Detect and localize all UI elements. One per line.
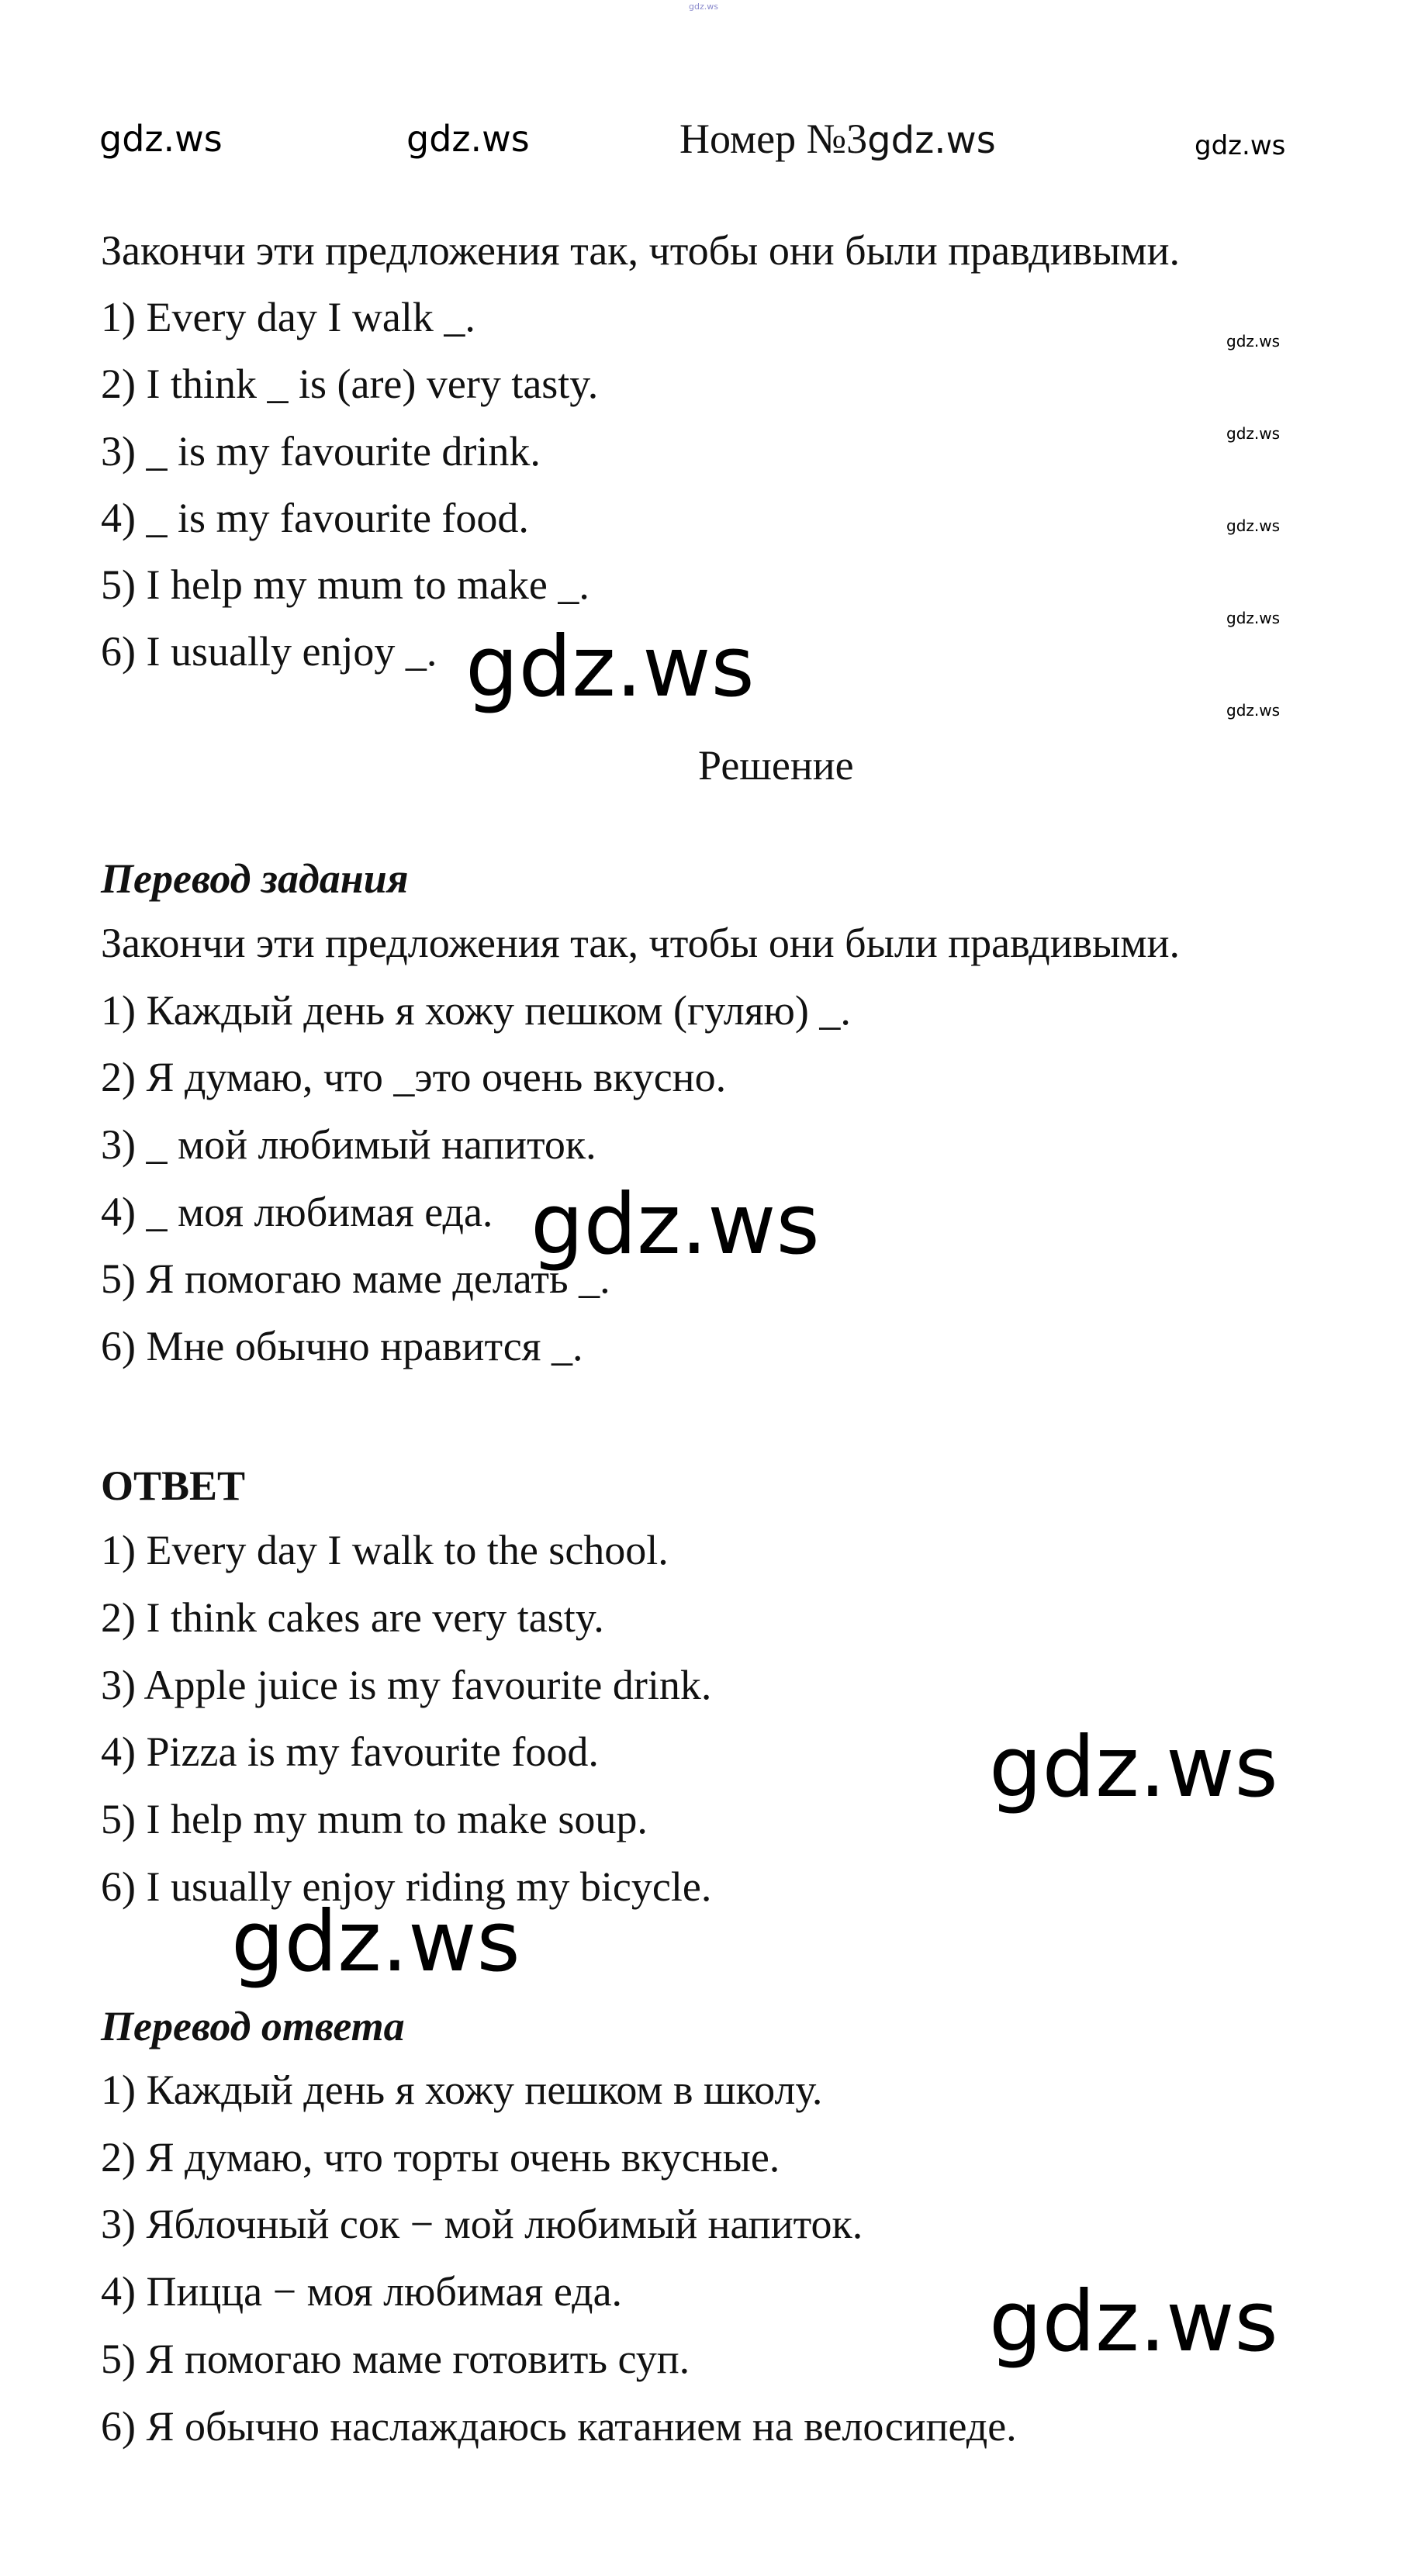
title-watermark: gdz.ws xyxy=(867,119,996,162)
task-item: 1) Every day I walk _. xyxy=(101,294,475,340)
side-watermark: gdz.ws xyxy=(1226,701,1281,720)
translation-item: 5) Я помогаю маме делать _. xyxy=(101,1255,610,1302)
answer-translation-item: 4) Пицца − моя любимая еда. xyxy=(101,2268,623,2315)
task-item: 2) I think _ is (are) very tasty. xyxy=(101,361,599,407)
answer-translation-item: 5) Я помогаю маме готовить суп. xyxy=(101,2336,690,2382)
translation-heading: Перевод задания xyxy=(101,855,409,902)
side-watermark: gdz.ws xyxy=(1226,516,1281,535)
answer-item: 2) I think cakes are very tasty. xyxy=(101,1594,604,1641)
translation-item: 1) Каждый день я хожу пешком (гуляю) _. xyxy=(101,987,851,1034)
translation-instruction: Закончи эти предложения так, чтобы они были правдивыми. xyxy=(101,920,1180,966)
answer-item: 6) I usually enjoy riding my bicycle. xyxy=(101,1863,712,1910)
side-watermark: gdz.ws xyxy=(1226,609,1281,627)
big-watermark: gdz.ws xyxy=(989,2274,1278,2371)
translation-item: 4) _ моя любимая еда. xyxy=(101,1189,493,1235)
answer-heading: ОТВЕТ xyxy=(101,1462,246,1509)
answer-translation-item: 6) Я обычно наслаждаюсь катанием на велосипеде. xyxy=(101,2403,1017,2450)
task-item: 6) I usually enjoy _. xyxy=(101,628,437,675)
translation-item: 2) Я думаю, что _это очень вкусно. xyxy=(101,1054,727,1100)
big-watermark: gdz.ws xyxy=(531,1176,820,1273)
answer-translation-heading: Перевод ответа xyxy=(101,2003,405,2049)
big-watermark: gdz.ws xyxy=(231,1894,520,1991)
side-watermark: gdz.ws xyxy=(1226,424,1281,443)
task-item: 3) _ is my favourite drink. xyxy=(101,428,541,475)
big-watermark: gdz.ws xyxy=(465,619,755,716)
header-watermark-3: gdz.ws xyxy=(1195,130,1286,161)
translation-item: 6) Мне обычно нравится _. xyxy=(101,1323,583,1369)
answer-translation-item: 1) Каждый день я хожу пешком в школу. xyxy=(101,2067,823,2113)
page-title xyxy=(679,115,996,163)
task-instruction: Закончи эти предложения так, чтобы они были правдивыми. xyxy=(101,227,1180,274)
task-item: 4) _ is my favourite food. xyxy=(101,495,529,541)
answer-translation-item: 2) Я думаю, что торты очень вкусные. xyxy=(101,2134,780,2181)
big-watermark: gdz.ws xyxy=(989,1719,1278,1816)
answer-item: 5) I help my mum to make soup. xyxy=(101,1796,648,1842)
solution-label: Решение xyxy=(698,742,854,789)
answer-item: 4) Pizza is my favourite food. xyxy=(101,1728,599,1775)
top-watermark: gdz.ws xyxy=(689,2,718,12)
task-item: 5) I help my mum to make _. xyxy=(101,561,590,608)
answer-item: 1) Every day I walk to the school. xyxy=(101,1527,669,1573)
answer-item: 3) Apple juice is my favourite drink. xyxy=(101,1662,712,1708)
header-watermark-2: gdz.ws xyxy=(406,118,530,160)
header-watermark-1: gdz.ws xyxy=(99,118,223,160)
translation-item: 3) _ мой любимый напиток. xyxy=(101,1121,596,1168)
title-text: Номер №3 xyxy=(679,116,868,162)
side-watermark: gdz.ws xyxy=(1226,332,1281,350)
answer-translation-item: 3) Яблочный сок − мой любимый напиток. xyxy=(101,2201,863,2247)
